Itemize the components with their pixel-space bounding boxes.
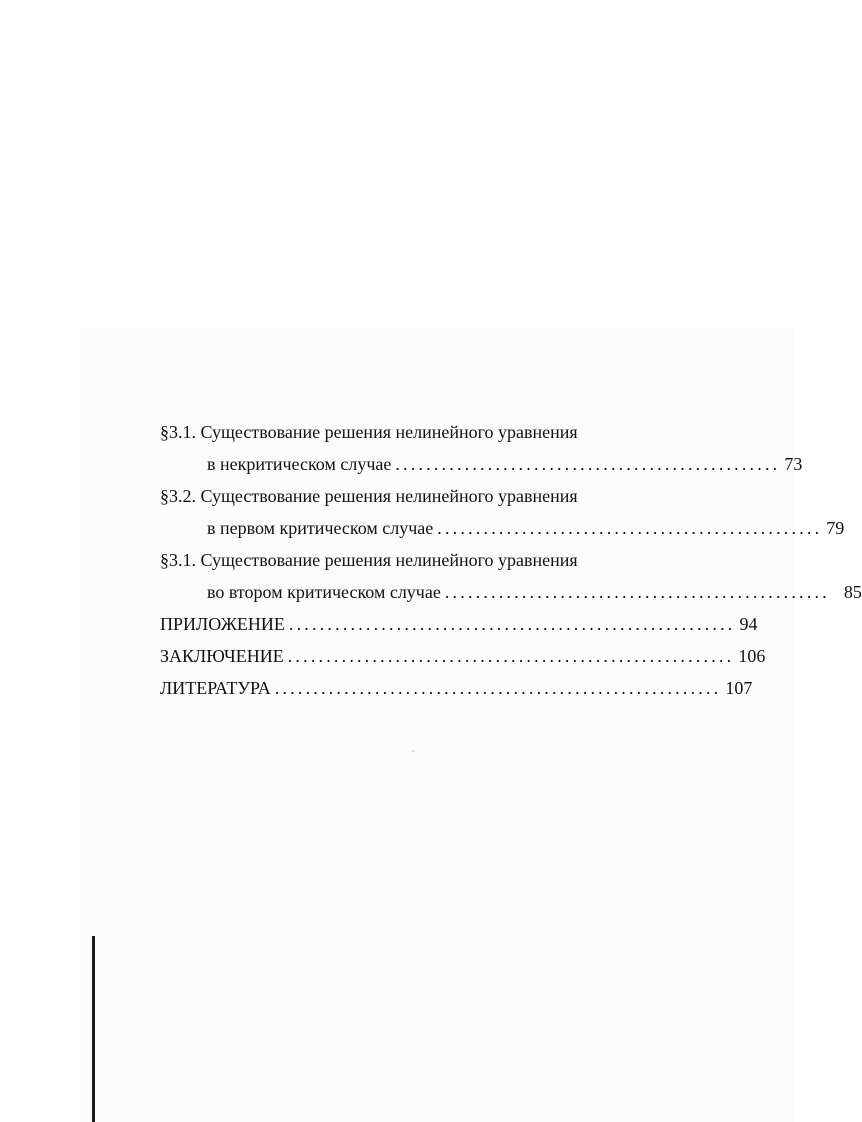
toc-heading-text: §3.2. Существование решения нелинейного уравнения	[160, 486, 578, 506]
toc-dot-leader: ..................................................	[444, 582, 830, 602]
toc-page-number: 79	[826, 518, 845, 538]
toc-entry[interactable]	[160, 608, 758, 640]
toc-entry-title: ПРИЛОЖЕНИЕ	[160, 614, 285, 634]
toc-heading-text: §3.1. Существование решения нелинейного уравнения	[160, 550, 578, 570]
toc-page-number: 85	[843, 582, 862, 602]
toc-page-number: 107	[725, 678, 753, 698]
toc-dot-leader: ..................................................	[437, 518, 823, 538]
toc-page-number: 94	[739, 614, 758, 634]
toc-dot-leader: ..........................................................	[274, 678, 722, 698]
toc-page-number: 106	[738, 646, 766, 666]
toc-entry-title: ЛИТЕРАТУРА	[160, 678, 271, 698]
scan-edge-line	[92, 936, 95, 1122]
toc-dot-leader: ..........................................................	[288, 614, 736, 634]
toc-entry[interactable]	[207, 576, 862, 608]
toc-entry-title: во втором критическом случае	[207, 582, 441, 602]
toc-section-heading	[160, 416, 630, 448]
toc-entry-title: в некритическом случае	[207, 454, 392, 474]
toc-heading-text: §3.1. Существование решения нелинейного уравнения	[160, 422, 578, 442]
toc-entry-title: ЗАКЛЮЧЕНИЕ	[160, 646, 284, 666]
scan-speck	[412, 750, 414, 752]
toc-entry[interactable]	[160, 640, 766, 672]
toc-dot-leader: ..................................................	[395, 454, 781, 474]
toc-page-number: 73	[784, 454, 803, 474]
toc-section-heading	[160, 544, 630, 576]
toc-section-heading	[160, 480, 630, 512]
toc-entry[interactable]	[207, 448, 803, 480]
toc-dot-leader: ..........................................................	[287, 646, 735, 666]
toc-entry[interactable]	[207, 512, 845, 544]
toc-entry[interactable]	[160, 672, 753, 704]
toc-entry-title: в первом критическом случае	[207, 518, 434, 538]
